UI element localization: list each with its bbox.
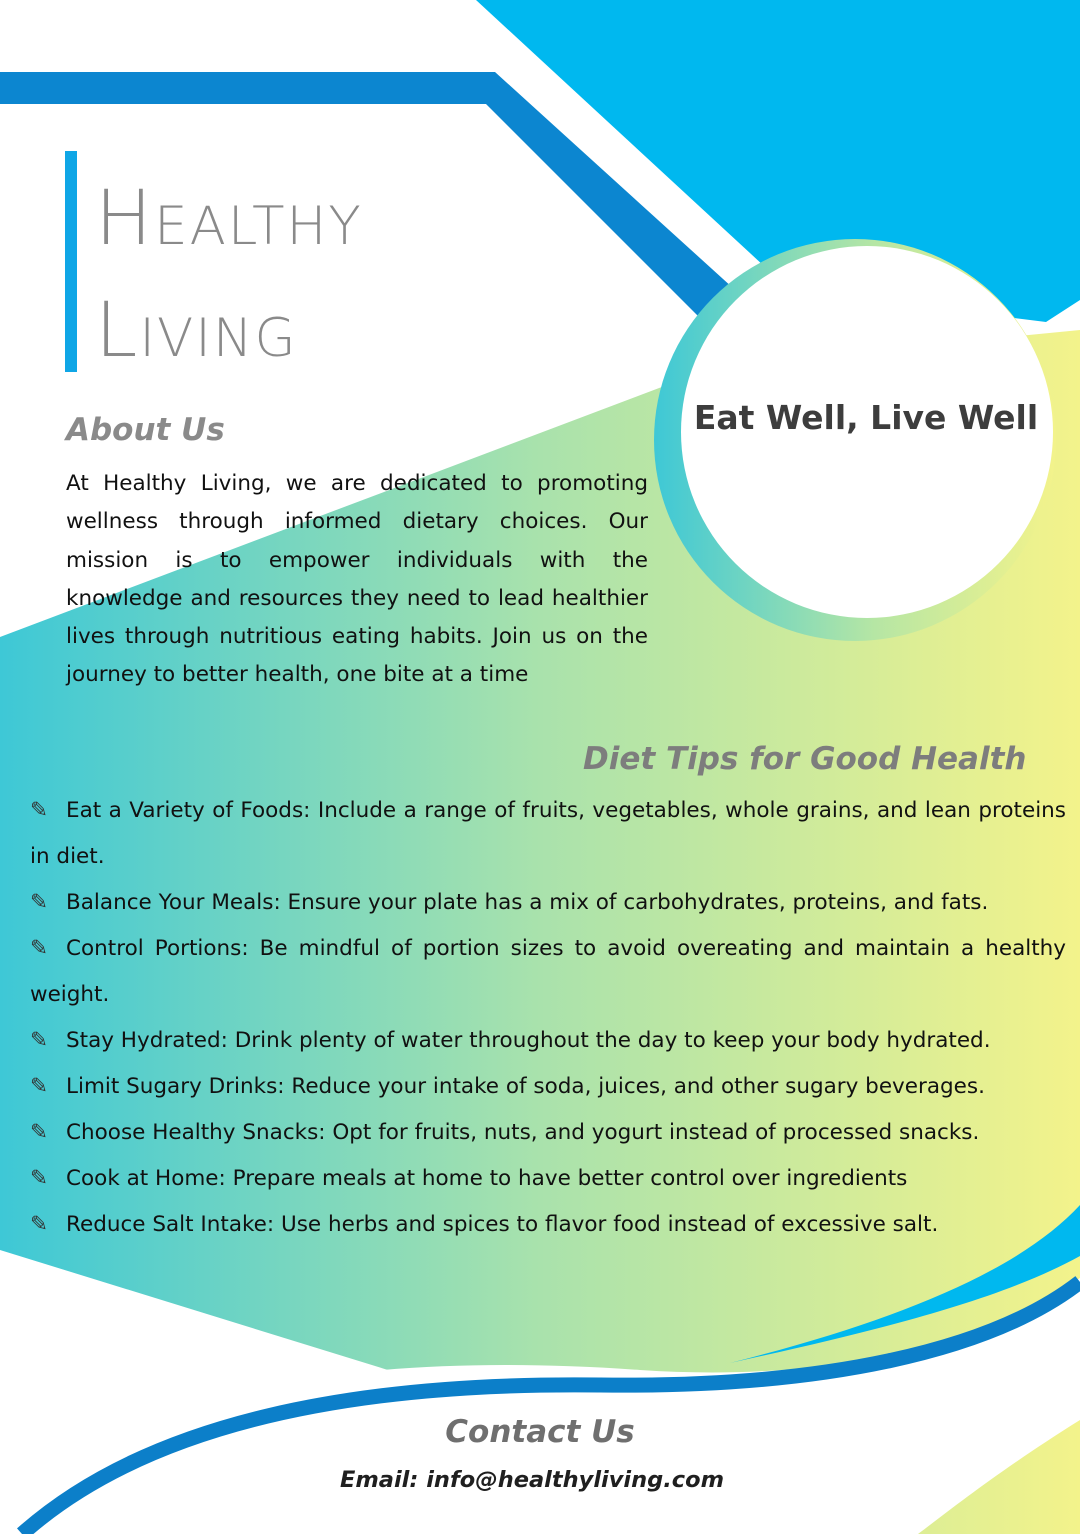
page-title [95, 162, 363, 386]
pencil-icon: ✎ [30, 798, 49, 823]
pencil-icon: ✎ [30, 890, 49, 915]
tip-item [30, 926, 1066, 1018]
tips-heading: Diet Tips for Good Health [583, 741, 1027, 777]
tip-item [30, 1156, 1066, 1202]
tip-item [30, 1018, 1066, 1064]
pencil-icon: ✎ [30, 1028, 49, 1053]
tip-text: Eat a Variety of Foods: Include a range of fruits, vegetables, whole grains, and lean proteins in diet. [30, 798, 1066, 869]
tip-text: Control Portions: Be mindful of portion sizes to avoid overeating and maintain a healthy weight. [30, 936, 1066, 1007]
tip-item [30, 1110, 1066, 1156]
title-line-1: Healthy [95, 173, 363, 262]
tip-text: Reduce Salt Intake: Use herbs and spices to flavor food instead of excessive salt. [66, 1212, 939, 1237]
tip-item [30, 1202, 1066, 1248]
tip-text: Choose Healthy Snacks: Opt for fruits, nuts, and yogurt instead of processed snacks. [66, 1120, 980, 1145]
about-heading: About Us [66, 412, 225, 448]
pencil-icon: ✎ [30, 1212, 49, 1237]
tip-text: Limit Sugary Drinks: Reduce your intake of soda, juices, and other sugary beverages. [66, 1074, 985, 1099]
tip-text: Cook at Home: Prepare meals at home to have better control over ingredients [66, 1166, 908, 1191]
contact-heading: Contact Us [445, 1414, 635, 1450]
title-accent-bar [65, 151, 77, 372]
pencil-icon: ✎ [30, 936, 49, 961]
tip-item [30, 1064, 1066, 1110]
slogan: Eat Well, Live Well [693, 398, 1039, 437]
tips-list [30, 788, 1066, 1248]
tip-text: Balance Your Meals: Ensure your plate has a mix of carbohydrates, proteins, and fats. [66, 890, 989, 915]
contact-email[interactable]: Email: info@healthyliving.com [339, 1467, 725, 1493]
tip-item [30, 880, 1066, 926]
pencil-icon: ✎ [30, 1074, 49, 1099]
tip-text: Stay Hydrated: Drink plenty of water throughout the day to keep your body hydrated. [66, 1028, 991, 1053]
title-line-2: Living [95, 285, 298, 374]
about-text: At Healthy Living, we are dedicated to promoting wellness through informed dietary choices. Our mission is to empower individuals with the knowledge and resources they need to lead healthier lives through nutritious eating habits. Join us on the journey to better health, one bite at a time [66, 471, 648, 688]
tip-item [30, 788, 1066, 880]
pencil-icon: ✎ [30, 1166, 49, 1191]
pencil-icon: ✎ [30, 1120, 49, 1145]
